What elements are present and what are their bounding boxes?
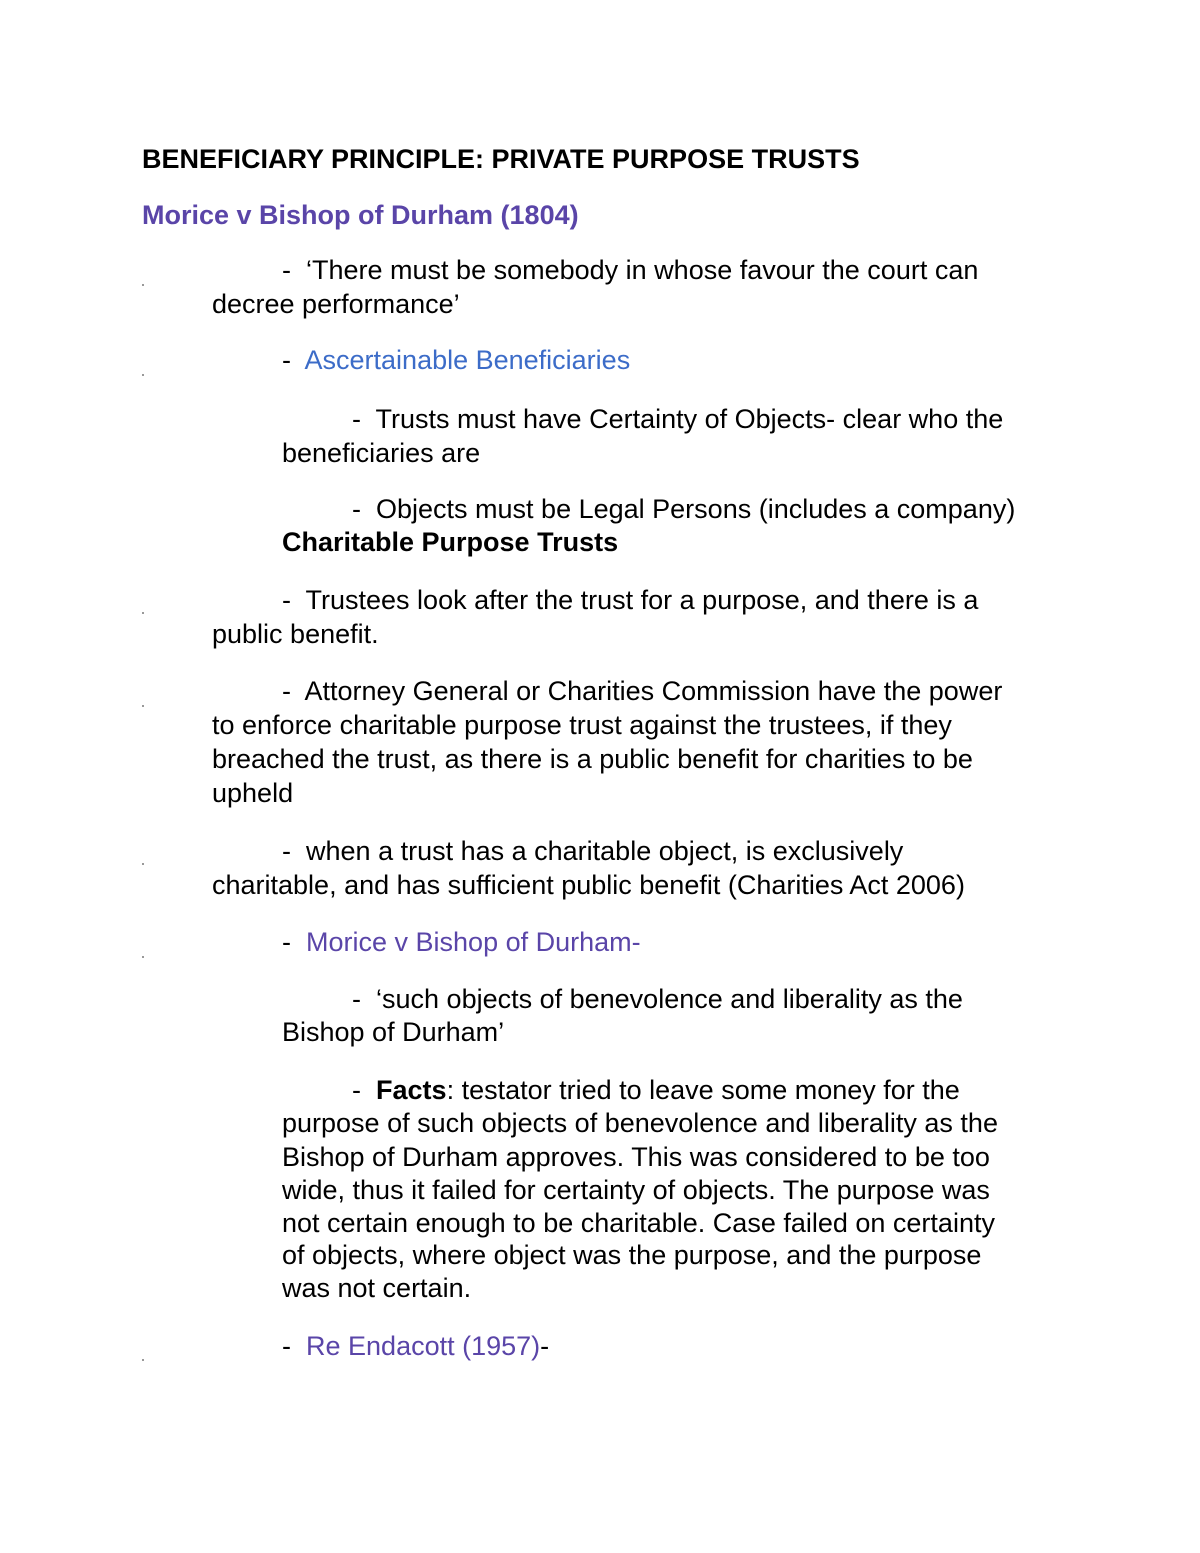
dash: - xyxy=(282,676,291,706)
dash: - xyxy=(352,984,361,1014)
bullet-6-text: Attorney General or Charities Commission have the power xyxy=(304,676,1003,706)
section-heading: Charitable Purpose Trusts xyxy=(282,527,619,557)
bullet-5-line-2: public benefit. xyxy=(212,619,379,649)
margin-marker xyxy=(142,374,144,376)
document-title: BENEFICIARY PRINCIPLE: PRIVATE PURPOSE TRUSTS xyxy=(142,144,860,174)
dash: - xyxy=(282,836,291,866)
bullet-9-text: ‘such objects of benevolence and liberality as the xyxy=(376,984,963,1014)
bullet-6-line-3: breached the trust, as there is a public benefit for charities to be xyxy=(212,744,973,774)
margin-marker xyxy=(142,1359,144,1361)
bullet-11 xyxy=(282,1330,549,1363)
bullet-2 xyxy=(282,344,630,377)
bullet-10-line-1 xyxy=(352,1074,960,1107)
bullet-10-line-5: not certain enough to be charitable. Case failed on certainty xyxy=(282,1208,995,1238)
bullet-3-line-2: beneficiaries are xyxy=(282,438,481,468)
bullet-10-line-7: was not certain. xyxy=(282,1273,472,1303)
margin-marker xyxy=(142,705,144,707)
margin-marker xyxy=(142,863,144,865)
bullet-4 xyxy=(352,493,1015,526)
bullet-9-line-2: Bishop of Durham’ xyxy=(282,1017,505,1047)
bullet-10-line-3: Bishop of Durham approves. This was considered to be too xyxy=(282,1142,990,1172)
dash: - xyxy=(352,494,361,524)
bullet-6-line-2: to enforce charitable purpose trust against the trustees, if they xyxy=(212,710,952,740)
dash: - xyxy=(282,1331,291,1361)
margin-marker xyxy=(142,956,144,958)
bullet-9-line-1 xyxy=(352,983,963,1016)
dash: - xyxy=(282,585,291,615)
dash: - xyxy=(282,255,291,285)
case-reference-morice: Morice v Bishop of Durham- xyxy=(306,927,641,957)
bullet-6-line-1 xyxy=(282,675,1002,708)
margin-marker xyxy=(142,284,144,286)
bullet-3-line-1 xyxy=(352,403,1003,436)
bullet-10-text: : testator tried to leave some money for the xyxy=(446,1075,960,1105)
bullet-5-line-1 xyxy=(282,584,978,617)
bullet-10-line-6: of objects, where object was the purpose, and the purpose xyxy=(282,1240,982,1270)
bullet-7-text: when a trust has a charitable object, is exclusively xyxy=(306,836,904,866)
bullet-3-text: Trusts must have Certainty of Objects- clear who the xyxy=(375,404,1004,434)
bullet-5-text: Trustees look after the trust for a purpose, and there is a xyxy=(305,585,979,615)
case-heading: Morice v Bishop of Durham (1804) xyxy=(142,200,579,230)
bullet-1-line-1 xyxy=(282,254,978,287)
ascertainable-beneficiaries-text: Ascertainable Beneficiaries xyxy=(304,345,631,375)
bullet-7-line-2: charitable, and has sufficient public benefit (Charities Act 2006) xyxy=(212,870,965,900)
bullet-10-line-2: purpose of such objects of benevolence and liberality as the xyxy=(282,1108,998,1138)
facts-label: Facts xyxy=(376,1075,447,1105)
bullet-1-text: ‘There must be somebody in whose favour the court can xyxy=(306,255,979,285)
dash: - xyxy=(352,1075,361,1105)
bullet-4-text: Objects must be Legal Persons (includes a company) xyxy=(376,494,1016,524)
dash: - xyxy=(282,927,291,957)
case-reference-endacott: Re Endacott (1957) xyxy=(306,1331,541,1361)
bullet-1-line-2: decree performance’ xyxy=(212,289,460,319)
dash: - xyxy=(282,345,291,375)
case-suffix: - xyxy=(540,1331,550,1361)
margin-marker xyxy=(142,612,144,614)
dash: - xyxy=(352,404,361,434)
bullet-10-line-4: wide, thus it failed for certainty of objects. The purpose was xyxy=(282,1175,990,1205)
bullet-8 xyxy=(282,926,641,959)
bullet-7-line-1 xyxy=(282,835,903,868)
bullet-6-line-4: upheld xyxy=(212,778,294,808)
